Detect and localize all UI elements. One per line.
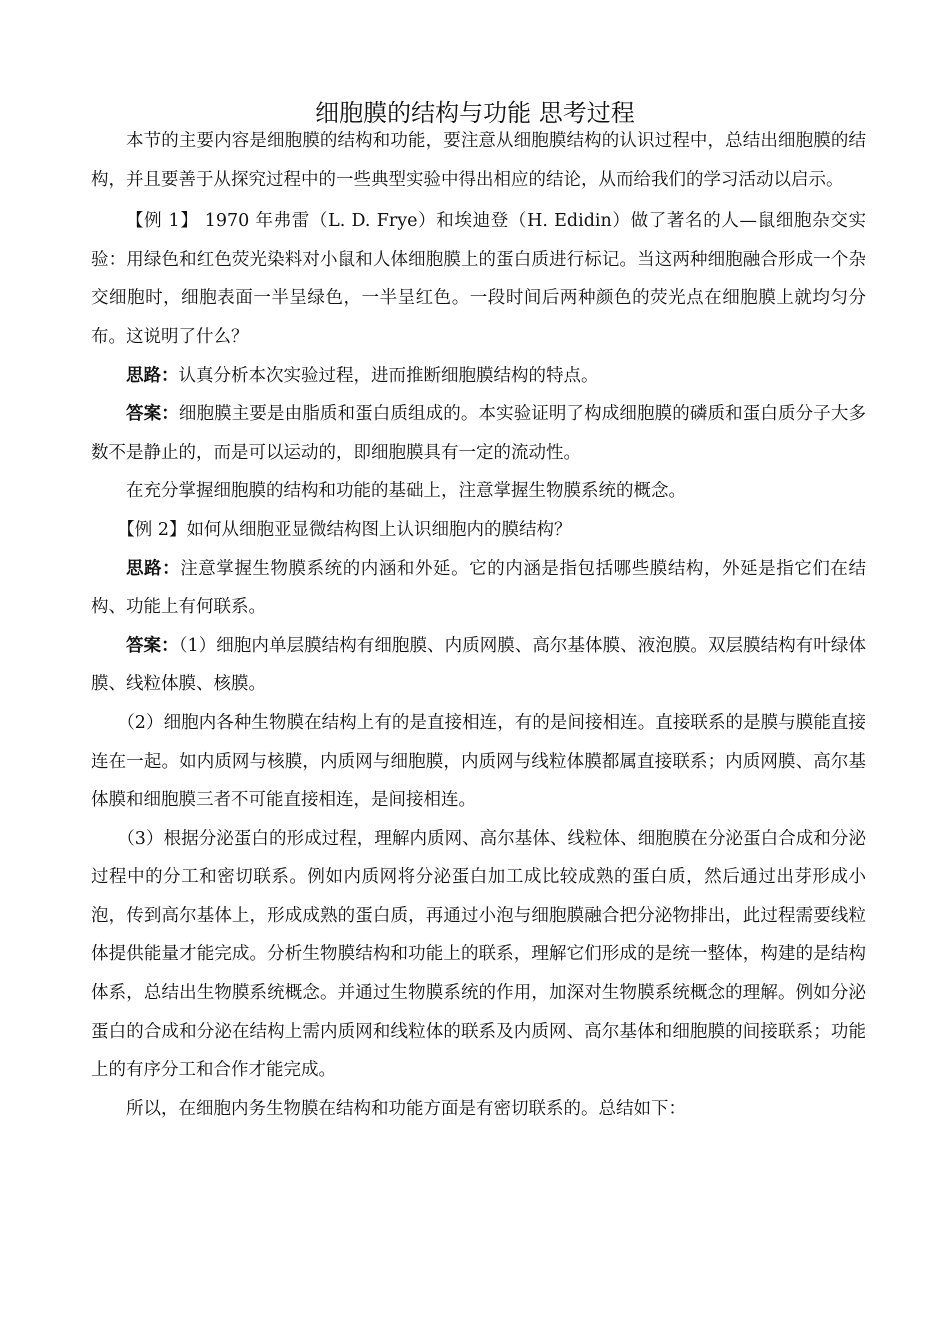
example2-thinking — [91, 550, 866, 627]
example1-question — [91, 202, 866, 356]
example1-answer — [91, 395, 866, 472]
document-title: 细胞膜的结构与功能 思考过程 — [315, 99, 635, 127]
example2-answer-3: （3）根据分泌蛋白的形成过程，理解内质网、高尔基体、线粒体、细胞膜在分泌蛋白合成和分泌过程中的分工和密切联系。例如内质网将分泌蛋白加工成比较成熟的蛋白质，然后通过出芽形成小泡，传到高尔基体上，形成成熟的蛋白质，再通过小泡与细胞膜融合把分泌物排出，此过程需要线粒体提供能量才能完成。分析生物膜结构和功能上的联系，理解它们形成的是统一整体，构建的是结构体系，总结出生物膜系统概念。并通过生物膜系统的作用，加深对生物膜系统概念的理解。例如分泌蛋白的合成和分泌在结构上需内质网和线粒体的联系及内质网、高尔基体和细胞膜的间接联系；功能上的有序分工和合作才能完成。 — [91, 828, 866, 1081]
example1-thinking — [91, 357, 866, 396]
example1-answer-text: 细胞膜主要是由脂质和蛋白质组成的。本实验证明了构成细胞膜的磷质和蛋白质分子大多数不是静止的，而是可以运动的，即细胞膜具有一定的流动性。 — [91, 404, 867, 463]
example2-answer-label: 答案： — [126, 635, 179, 656]
example2-question-text: 如何从细胞亚显微结构图上认识细胞内的膜结构？ — [186, 519, 572, 540]
example2-thinking-text: 注意掌握生物膜系统的内涵和外延。它的内涵是指包括哪些膜结构，外延是指它们在结构、功能上有何联系。 — [91, 558, 866, 618]
transition-paragraph: 在充分掌握细胞膜的结构和功能的基础上，注意掌握生物膜系统的概念。 — [126, 481, 686, 502]
example2-thinking-label: 思路： — [126, 558, 181, 579]
example2-question — [91, 511, 866, 550]
example1-answer-label: 答案： — [126, 404, 179, 425]
document-body — [91, 122, 866, 1128]
example1-question-text: 1970 年弗雷（L. D. Frye）和埃迪登（H. Edidin）做了著名的人—鼠细胞杂交实验：用绿色和红色荧光染料对小鼠和人体细胞膜上的蛋白质进行标记。当这两种细胞融合形成一个杂交细胞时，细胞表面一半呈绿色，一半呈红色。一段时间后两种颜色的荧光点在细胞膜上就均匀分布。这说明了什么？ — [91, 211, 866, 347]
example2-answer-2: （2）细胞内各种生物膜在结构上有的是直接相连，有的是间接相连。直接联系的是膜与膜能直接连在一起。如内质网与核膜，内质网与细胞膜，内质网与线粒体膜都属直接联系；内质网膜、高尔基体膜和细胞膜三者不可能直接相连，是间接相连。 — [91, 712, 866, 811]
example2-answer-1 — [91, 627, 866, 704]
example1-thinking-text: 认真分析本次实验过程，进而推断细胞膜结构的特点。 — [178, 365, 599, 386]
example1-label: 【例 1】 — [126, 211, 199, 232]
example2-label: 【例 2】 — [117, 519, 187, 540]
example1-thinking-label: 思路： — [126, 365, 179, 386]
intro-paragraph: 本节的主要内容是细胞膜的结构和功能，要注意从细胞膜结构的认识过程中，总结出细胞膜的结构，并且要善于从探究过程中的一些典型实验中得出相应的结论，从而给我们的学习活动以启示。 — [91, 131, 866, 190]
conclusion-paragraph: 所以，在细胞内务生物膜在结构和功能方面是有密切联系的。总结如下： — [126, 1098, 686, 1119]
example2-answer-1-text: （1）细胞内单层膜结构有细胞膜、内质网膜、高尔基体膜、液泡膜。双层膜结构有叶绿体膜、线粒体膜、核膜。 — [91, 635, 866, 695]
